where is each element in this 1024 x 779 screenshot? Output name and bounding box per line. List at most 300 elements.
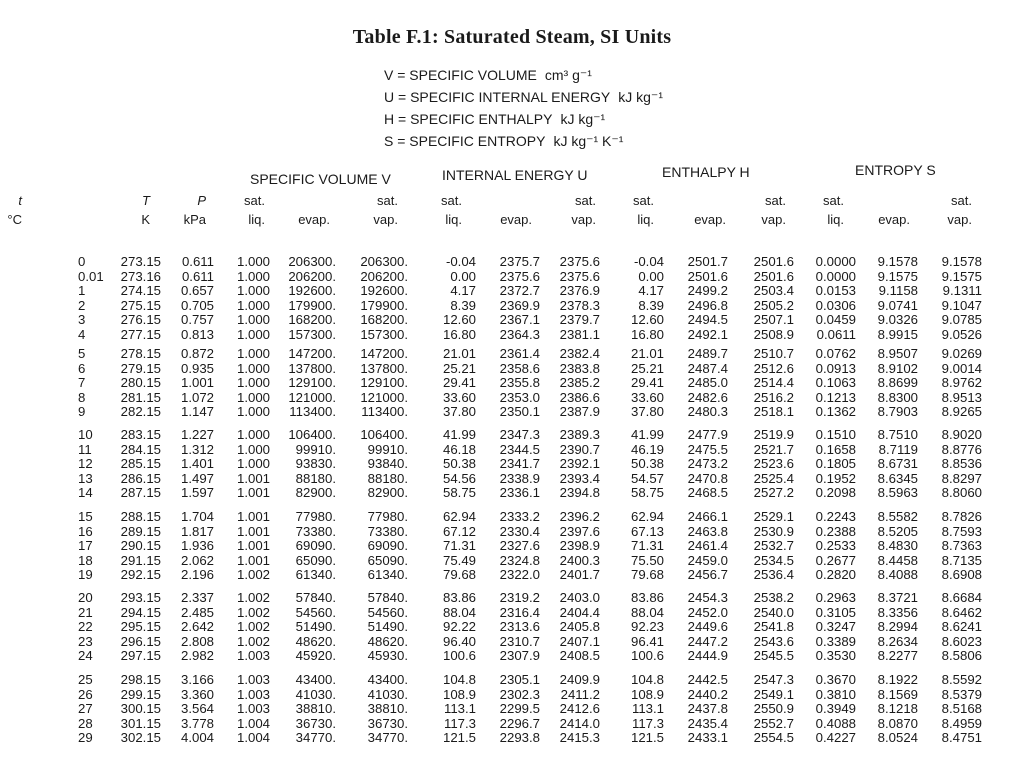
table-cell-h-vap: 2538.2 bbox=[753, 590, 794, 605]
table-cell-u-liq: 117.3 bbox=[443, 715, 476, 731]
table-cell-u-evap: 2358.6 bbox=[499, 360, 540, 376]
table-cell-u-liq: 29.41 bbox=[442, 375, 476, 391]
table-cell-s-liq: 0.3949 bbox=[815, 701, 856, 717]
table-cell-s-vap: 8.6462 bbox=[941, 604, 982, 620]
table-cell-P: 1.497 bbox=[180, 470, 214, 486]
table-cell-h-liq: 67.13 bbox=[630, 523, 664, 539]
table-cell-v-evap: 137800. bbox=[288, 360, 336, 376]
table-cell-t: 5 bbox=[78, 346, 86, 361]
table-cell-u-evap: 2372.7 bbox=[499, 283, 540, 299]
table-cell-h-liq: 79.68 bbox=[630, 567, 664, 583]
table-cell-P: 0.611 bbox=[181, 254, 214, 269]
table-cell-s-liq: 0.3810 bbox=[815, 686, 856, 702]
table-cell-h-liq: 96.41 bbox=[630, 633, 664, 649]
table-cell-v-evap: 57840. bbox=[295, 590, 336, 605]
table-cell-v-liq: 1.002 bbox=[236, 604, 270, 620]
table-cell-s-liq: 0.3670 bbox=[815, 672, 856, 687]
table-cell-v-liq: 1.001 bbox=[236, 552, 270, 568]
table-cell-v-liq: 1.000 bbox=[236, 375, 270, 391]
table-cell-T: 291.15 bbox=[120, 552, 161, 568]
table-cell-v-vap: 179900. bbox=[360, 297, 408, 313]
table-cell-v-liq: 1.000 bbox=[236, 427, 270, 442]
table-cell-v-evap: 192600. bbox=[288, 283, 336, 299]
table-cell-h-liq: 12.60 bbox=[630, 312, 664, 328]
column-header-h-liq: liq. bbox=[637, 212, 654, 227]
table-cell-h-vap: 2501.6 bbox=[753, 254, 794, 269]
table-cell-u-liq: 71.31 bbox=[442, 538, 476, 554]
table-cell-u-liq: 104.8 bbox=[442, 672, 476, 687]
table-cell-h-vap: 2518.1 bbox=[753, 404, 794, 420]
table-cell-h-vap: 2532.7 bbox=[753, 538, 794, 554]
table-cell-h-liq: 29.41 bbox=[630, 375, 664, 391]
table-cell-u-liq: 79.68 bbox=[442, 567, 476, 583]
table-cell-v-vap: 93840. bbox=[367, 456, 408, 472]
table-cell-P: 1.936 bbox=[180, 538, 214, 554]
table-cell-s-vap: 9.1578 bbox=[941, 254, 982, 269]
table-cell-v-liq: 1.000 bbox=[236, 346, 270, 361]
table-cell-v-evap: 93830. bbox=[295, 456, 336, 472]
table-cell-u-vap: 2385.2 bbox=[559, 375, 600, 391]
table-cell-T: 298.15 bbox=[120, 672, 161, 687]
table-cell-T: 290.15 bbox=[120, 538, 161, 554]
table-cell-s-liq: 0.1952 bbox=[815, 470, 856, 486]
table-cell-v-vap: 99910. bbox=[367, 441, 408, 457]
table-cell-v-vap: 54560. bbox=[367, 604, 408, 620]
table-cell-t: 2 bbox=[78, 297, 86, 313]
table-cell-v-liq: 1.004 bbox=[236, 730, 270, 746]
table-cell-u-evap: 2350.1 bbox=[499, 404, 540, 420]
table-cell-h-vap: 2527.2 bbox=[753, 485, 794, 501]
table-cell-t: 14 bbox=[78, 485, 93, 501]
table-cell-s-evap: 8.5582 bbox=[877, 509, 918, 524]
table-cell-s-liq: 0.1658 bbox=[815, 441, 856, 457]
table-cell-v-liq: 1.003 bbox=[236, 701, 270, 717]
table-cell-s-vap: 9.0526 bbox=[941, 327, 982, 342]
group-header-volume: SPECIFIC VOLUME V bbox=[250, 171, 391, 187]
table-cell-u-evap: 2375.7 bbox=[499, 254, 540, 269]
table-cell-v-vap: 57840. bbox=[367, 590, 408, 605]
table-cell-T: 287.15 bbox=[120, 485, 161, 501]
table-cell-h-vap: 2516.2 bbox=[753, 389, 794, 405]
table-cell-s-evap: 8.7903 bbox=[877, 404, 918, 420]
table-cell-s-liq: 0.0306 bbox=[815, 297, 856, 313]
table-cell-v-vap: 168200. bbox=[360, 312, 408, 328]
column-header-u-vap: vap. bbox=[571, 212, 596, 227]
table-cell-u-vap: 2403.0 bbox=[559, 590, 600, 605]
table-cell-T: 294.15 bbox=[120, 604, 161, 620]
table-cell-h-evap: 2468.5 bbox=[687, 485, 728, 501]
table-cell-s-evap: 8.4458 bbox=[877, 552, 918, 568]
table-cell-h-evap: 2437.8 bbox=[687, 701, 728, 717]
table-cell-v-liq: 1.002 bbox=[236, 633, 270, 649]
table-cell-s-evap: 8.0870 bbox=[877, 715, 918, 731]
table-cell-h-liq: 88.04 bbox=[630, 604, 664, 620]
table-cell-T: 288.15 bbox=[120, 509, 161, 524]
table-cell-v-liq: 1.003 bbox=[236, 672, 270, 687]
definition-text: V = SPECIFIC VOLUME bbox=[384, 67, 537, 83]
table-cell-v-vap: 48620. bbox=[367, 633, 408, 649]
table-cell-T: 297.15 bbox=[120, 648, 161, 664]
table-cell-P: 3.778 bbox=[180, 715, 214, 731]
table-cell-u-vap: 2390.7 bbox=[559, 441, 600, 457]
table-cell-v-vap: 73380. bbox=[367, 523, 408, 539]
column-header-t: t bbox=[18, 193, 22, 208]
table-cell-u-vap: 2376.9 bbox=[559, 283, 600, 299]
table-cell-T: 292.15 bbox=[120, 567, 161, 583]
column-header-T: T bbox=[142, 193, 150, 208]
column-header-P: P bbox=[197, 193, 206, 208]
table-cell-u-liq: 58.75 bbox=[442, 485, 476, 501]
table-cell-s-vap: 8.9265 bbox=[941, 404, 982, 420]
table-cell-s-evap: 8.2277 bbox=[877, 648, 918, 664]
table-cell-h-evap: 2463.8 bbox=[687, 523, 728, 539]
table-cell-u-vap: 2382.4 bbox=[559, 346, 600, 361]
table-cell-v-vap: 51490. bbox=[367, 619, 408, 635]
table-cell-v-vap: 206300. bbox=[360, 254, 408, 269]
table-cell-h-liq: -0.04 bbox=[633, 254, 664, 269]
table-cell-T: 283.15 bbox=[120, 427, 161, 442]
table-cell-s-evap: 8.0524 bbox=[877, 730, 918, 746]
table-cell-u-vap: 2405.8 bbox=[559, 619, 600, 635]
table-cell-h-vap: 2530.9 bbox=[753, 523, 794, 539]
table-cell-s-liq: 0.2243 bbox=[815, 509, 856, 524]
table-cell-u-liq: 41.99 bbox=[442, 427, 476, 442]
column-header-s-evap: evap. bbox=[878, 212, 910, 227]
table-cell-s-liq: 0.0000 bbox=[815, 268, 856, 284]
table-cell-u-vap: 2381.1 bbox=[559, 327, 600, 342]
table-cell-s-liq: 0.4227 bbox=[815, 730, 856, 746]
table-cell-s-vap: 8.6684 bbox=[941, 590, 982, 605]
table-cell-u-vap: 2389.3 bbox=[559, 427, 600, 442]
table-cell-P: 3.166 bbox=[180, 672, 214, 687]
table-cell-t: 16 bbox=[78, 523, 93, 539]
table-cell-h-liq: 50.38 bbox=[630, 456, 664, 472]
table-cell-h-vap: 2550.9 bbox=[753, 701, 794, 717]
table-cell-t: 28 bbox=[78, 715, 93, 731]
table-cell-u-liq: 25.21 bbox=[442, 360, 476, 376]
table-cell-P: 0.872 bbox=[180, 346, 214, 361]
table-cell-u-evap: 2319.2 bbox=[499, 590, 540, 605]
table-cell-v-liq: 1.001 bbox=[236, 538, 270, 554]
table-cell-h-vap: 2549.1 bbox=[753, 686, 794, 702]
table-cell-s-vap: 8.9762 bbox=[941, 375, 982, 391]
table-cell-s-liq: 0.2820 bbox=[815, 567, 856, 583]
table-cell-v-evap: 82900. bbox=[295, 485, 336, 501]
table-cell-v-evap: 51490. bbox=[295, 619, 336, 635]
table-cell-h-evap: 2442.5 bbox=[687, 672, 728, 687]
table-cell-v-liq: 1.000 bbox=[236, 327, 270, 342]
table-cell-h-liq: 16.80 bbox=[630, 327, 664, 342]
table-cell-T: 280.15 bbox=[120, 375, 161, 391]
table-cell-v-evap: 147200. bbox=[288, 346, 336, 361]
table-cell-h-liq: 62.94 bbox=[630, 509, 664, 524]
table-cell-T: 274.15 bbox=[120, 283, 161, 299]
table-cell-P: 2.485 bbox=[180, 604, 214, 620]
table-cell-h-evap: 2461.4 bbox=[687, 538, 728, 554]
table-cell-u-evap: 2322.0 bbox=[499, 567, 540, 583]
table-cell-v-liq: 1.003 bbox=[236, 686, 270, 702]
table-cell-s-vap: 8.8536 bbox=[941, 456, 982, 472]
table-cell-T: 279.15 bbox=[120, 360, 161, 376]
table-cell-t: 20 bbox=[78, 590, 93, 605]
table-cell-h-evap: 2494.5 bbox=[687, 312, 728, 328]
column-header-s-vap: sat. bbox=[951, 193, 972, 208]
table-cell-h-vap: 2540.0 bbox=[753, 604, 794, 620]
table-cell-u-liq: 4.17 bbox=[450, 283, 476, 299]
table-cell-h-evap: 2501.6 bbox=[687, 268, 728, 284]
table-cell-P: 1.704 bbox=[180, 509, 214, 524]
table-cell-s-vap: 9.1311 bbox=[942, 283, 982, 299]
table-cell-u-liq: 21.01 bbox=[442, 346, 476, 361]
table-cell-h-liq: 92.23 bbox=[630, 619, 664, 635]
column-header-P: kPa bbox=[183, 212, 206, 227]
table-cell-s-liq: 0.3389 bbox=[815, 633, 856, 649]
table-cell-s-liq: 0.2963 bbox=[815, 590, 856, 605]
table-cell-v-vap: 129100. bbox=[360, 375, 408, 391]
table-cell-t: 7 bbox=[78, 375, 86, 391]
table-cell-h-liq: 4.17 bbox=[638, 283, 664, 299]
table-cell-P: 0.657 bbox=[180, 283, 214, 299]
table-cell-s-vap: 8.7363 bbox=[941, 538, 982, 554]
table-cell-s-vap: 8.7135 bbox=[941, 552, 982, 568]
column-header-t: °C bbox=[7, 212, 22, 227]
table-cell-h-liq: 100.6 bbox=[630, 648, 664, 664]
column-header-v-evap: evap. bbox=[298, 212, 330, 227]
table-cell-T: 295.15 bbox=[120, 619, 161, 635]
table-cell-s-evap: 8.2634 bbox=[877, 633, 918, 649]
table-cell-s-liq: 0.1213 bbox=[815, 389, 856, 405]
table-cell-P: 1.312 bbox=[180, 441, 214, 457]
table-cell-s-liq: 0.0459 bbox=[815, 312, 856, 328]
table-cell-s-vap: 8.5379 bbox=[941, 686, 982, 702]
table-cell-s-liq: 0.1805 bbox=[815, 456, 856, 472]
table-cell-v-evap: 88180. bbox=[295, 470, 336, 486]
table-cell-v-evap: 73380. bbox=[295, 523, 336, 539]
table-cell-T: 293.15 bbox=[120, 590, 161, 605]
table-cell-s-evap: 8.8300 bbox=[877, 389, 918, 405]
table-cell-P: 3.564 bbox=[180, 701, 214, 717]
table-cell-t: 17 bbox=[78, 538, 93, 554]
table-cell-t: 6 bbox=[78, 360, 86, 376]
definition-text: U = SPECIFIC INTERNAL ENERGY bbox=[384, 89, 611, 105]
table-cell-T: 299.15 bbox=[120, 686, 161, 702]
table-cell-T: 301.15 bbox=[120, 715, 161, 731]
table-cell-s-evap: 9.0326 bbox=[877, 312, 918, 328]
table-cell-v-liq: 1.004 bbox=[236, 715, 270, 731]
table-cell-h-vap: 2525.4 bbox=[753, 470, 794, 486]
table-cell-v-evap: 179900. bbox=[288, 297, 336, 313]
column-header-v-liq: liq. bbox=[248, 212, 265, 227]
table-cell-P: 1.072 bbox=[180, 389, 214, 405]
table-cell-P: 0.935 bbox=[180, 360, 214, 376]
table-cell-t: 29 bbox=[78, 730, 93, 746]
table-cell-s-liq: 0.3105 bbox=[815, 604, 856, 620]
table-cell-T: 286.15 bbox=[120, 470, 161, 486]
table-cell-s-liq: 0.0913 bbox=[815, 360, 856, 376]
table-cell-P: 1.001 bbox=[180, 375, 214, 391]
column-header-s-liq: sat. bbox=[823, 193, 844, 208]
table-cell-s-vap: 8.9020 bbox=[941, 427, 982, 442]
table-cell-s-vap: 8.8297 bbox=[941, 470, 982, 486]
table-cell-s-liq: 0.1362 bbox=[815, 404, 856, 420]
table-cell-s-vap: 8.5592 bbox=[941, 672, 982, 687]
table-cell-u-liq: 8.39 bbox=[450, 297, 476, 313]
table-cell-h-vap: 2503.4 bbox=[753, 283, 794, 299]
table-cell-s-liq: 0.3530 bbox=[815, 648, 856, 664]
table-cell-v-vap: 41030. bbox=[367, 686, 408, 702]
table-cell-u-evap: 2327.6 bbox=[499, 538, 540, 554]
table-cell-t: 26 bbox=[78, 686, 93, 702]
column-header-T: K bbox=[141, 212, 150, 227]
group-header-entropy: ENTROPY S bbox=[855, 162, 936, 178]
definition-row bbox=[384, 130, 663, 152]
table-cell-h-evap: 2499.2 bbox=[687, 283, 728, 299]
column-header-h-evap: evap. bbox=[694, 212, 726, 227]
table-cell-u-liq: 83.86 bbox=[442, 590, 476, 605]
table-cell-t: 13 bbox=[78, 470, 93, 486]
table-cell-v-vap: 113400. bbox=[361, 404, 408, 420]
table-cell-u-evap: 2364.3 bbox=[499, 327, 540, 342]
table-cell-h-evap: 2496.8 bbox=[687, 297, 728, 313]
table-cell-v-evap: 38810. bbox=[295, 701, 336, 717]
table-cell-h-vap: 2536.4 bbox=[753, 567, 794, 583]
table-cell-u-liq: 100.6 bbox=[442, 648, 476, 664]
table-cell-v-evap: 69090. bbox=[295, 538, 336, 554]
table-cell-s-evap: 8.9507 bbox=[877, 346, 918, 361]
table-cell-P: 3.360 bbox=[180, 686, 214, 702]
table-cell-u-vap: 2397.6 bbox=[559, 523, 600, 539]
table-cell-v-vap: 45930. bbox=[367, 648, 408, 664]
table-cell-s-vap: 8.5806 bbox=[941, 648, 982, 664]
table-cell-s-liq: 0.2677 bbox=[815, 552, 856, 568]
table-cell-h-vap: 2507.1 bbox=[753, 312, 794, 328]
table-cell-h-evap: 2452.0 bbox=[687, 604, 728, 620]
table-cell-v-evap: 48620. bbox=[295, 633, 336, 649]
table-cell-P: 0.705 bbox=[180, 297, 214, 313]
table-cell-u-vap: 2404.4 bbox=[559, 604, 600, 620]
table-cell-v-vap: 137800. bbox=[360, 360, 408, 376]
table-cell-u-vap: 2414.0 bbox=[559, 715, 600, 731]
table-cell-P: 1.227 bbox=[180, 427, 214, 442]
table-cell-v-vap: 121000. bbox=[360, 389, 408, 405]
table-cell-u-vap: 2415.3 bbox=[559, 730, 600, 746]
table-cell-h-evap: 2454.3 bbox=[687, 590, 728, 605]
table-cell-v-evap: 121000. bbox=[288, 389, 336, 405]
table-cell-s-evap: 8.2994 bbox=[877, 619, 918, 635]
table-cell-v-liq: 1.002 bbox=[236, 567, 270, 583]
table-cell-u-vap: 2387.9 bbox=[559, 404, 600, 420]
table-cell-s-vap: 8.7593 bbox=[941, 523, 982, 539]
table-cell-h-vap: 2534.5 bbox=[753, 552, 794, 568]
table-cell-v-vap: 157300. bbox=[360, 327, 408, 342]
table-cell-P: 1.817 bbox=[180, 523, 214, 539]
table-cell-v-liq: 1.002 bbox=[236, 590, 270, 605]
table-cell-v-vap: 69090. bbox=[367, 538, 408, 554]
table-cell-t: 24 bbox=[78, 648, 93, 664]
table-cell-v-evap: 206300. bbox=[288, 254, 336, 269]
table-cell-T: 296.15 bbox=[120, 633, 161, 649]
column-header-h-vap: vap. bbox=[761, 212, 786, 227]
table-cell-u-evap: 2333.2 bbox=[499, 509, 540, 524]
table-cell-u-liq: 62.94 bbox=[442, 509, 476, 524]
table-cell-h-evap: 2482.6 bbox=[687, 389, 728, 405]
definition-unit: kJ kg⁻¹ bbox=[618, 89, 663, 105]
table-cell-v-evap: 43400. bbox=[295, 672, 336, 687]
table-cell-t: 0.01 bbox=[78, 268, 104, 284]
table-cell-s-evap: 8.9102 bbox=[877, 360, 918, 376]
table-cell-v-evap: 41030. bbox=[295, 686, 336, 702]
table-cell-s-vap: 8.8060 bbox=[941, 485, 982, 501]
table-cell-v-vap: 65090. bbox=[367, 552, 408, 568]
table-cell-h-evap: 2433.1 bbox=[687, 730, 728, 746]
table-cell-v-liq: 1.001 bbox=[236, 485, 270, 501]
table-cell-u-evap: 2313.6 bbox=[499, 619, 540, 635]
definitions bbox=[384, 64, 663, 152]
table-cell-v-evap: 168200. bbox=[288, 312, 336, 328]
table-cell-h-evap: 2447.2 bbox=[687, 633, 728, 649]
table-cell-u-vap: 2408.5 bbox=[559, 648, 600, 664]
table-title: Table F.1: Saturated Steam, SI Units bbox=[352, 26, 672, 48]
table-cell-u-liq: 37.80 bbox=[442, 404, 476, 420]
table-cell-u-liq: 108.9 bbox=[442, 686, 476, 702]
table-cell-h-evap: 2489.7 bbox=[687, 346, 728, 361]
table-cell-u-liq: 121.5 bbox=[442, 730, 476, 746]
table-cell-s-liq: 0.0000 bbox=[815, 254, 856, 269]
table-cell-s-vap: 8.7826 bbox=[941, 509, 982, 524]
table-cell-s-vap: 8.6241 bbox=[941, 619, 982, 635]
table-cell-h-evap: 2473.2 bbox=[687, 456, 728, 472]
group-header-energy: INTERNAL ENERGY U bbox=[442, 167, 588, 183]
table-cell-u-vap: 2396.2 bbox=[559, 509, 600, 524]
table-cell-t: 19 bbox=[78, 567, 93, 583]
definition-unit: kJ kg⁻¹ bbox=[560, 111, 606, 127]
table-cell-h-vap: 2510.7 bbox=[753, 346, 794, 361]
table-cell-T: 289.15 bbox=[120, 523, 161, 539]
column-header-s-liq: liq. bbox=[827, 212, 844, 227]
table-cell-u-liq: 0.00 bbox=[450, 268, 476, 284]
table-cell-P: 1.147 bbox=[180, 404, 214, 420]
table-cell-s-vap: 9.0014 bbox=[941, 360, 982, 376]
table-cell-s-liq: 0.2533 bbox=[815, 538, 856, 554]
table-cell-v-liq: 1.000 bbox=[236, 268, 270, 284]
table-cell-v-liq: 1.000 bbox=[236, 456, 270, 472]
table-cell-v-vap: 192600. bbox=[360, 283, 408, 299]
table-cell-s-evap: 8.4830 bbox=[877, 538, 918, 554]
column-header-u-vap: sat. bbox=[575, 193, 596, 208]
table-cell-h-liq: 37.80 bbox=[630, 404, 664, 420]
table-cell-P: 2.982 bbox=[180, 648, 214, 664]
table-cell-h-liq: 121.5 bbox=[630, 730, 664, 746]
table-cell-t: 10 bbox=[78, 427, 93, 442]
table-cell-u-vap: 2401.7 bbox=[559, 567, 600, 583]
table-cell-h-liq: 104.8 bbox=[630, 672, 664, 687]
definition-text: H = SPECIFIC ENTHALPY bbox=[384, 111, 553, 127]
table-cell-s-evap: 8.1218 bbox=[877, 701, 918, 717]
table-cell-s-evap: 8.5963 bbox=[877, 485, 918, 501]
table-cell-s-liq: 0.1063 bbox=[815, 375, 856, 391]
table-cell-t: 25 bbox=[78, 672, 93, 687]
table-cell-u-vap: 2393.4 bbox=[559, 470, 600, 486]
table-cell-s-liq: 0.4088 bbox=[815, 715, 856, 731]
column-header-v-vap: sat. bbox=[377, 193, 398, 208]
table-cell-h-evap: 2485.0 bbox=[687, 375, 728, 391]
table-cell-v-liq: 1.000 bbox=[236, 441, 270, 457]
table-cell-u-vap: 2375.6 bbox=[559, 254, 600, 269]
column-header-u-liq: liq. bbox=[445, 212, 462, 227]
table-cell-u-evap: 2355.8 bbox=[499, 375, 540, 391]
table-cell-v-liq: 1.000 bbox=[236, 283, 270, 299]
table-cell-t: 22 bbox=[78, 619, 93, 635]
